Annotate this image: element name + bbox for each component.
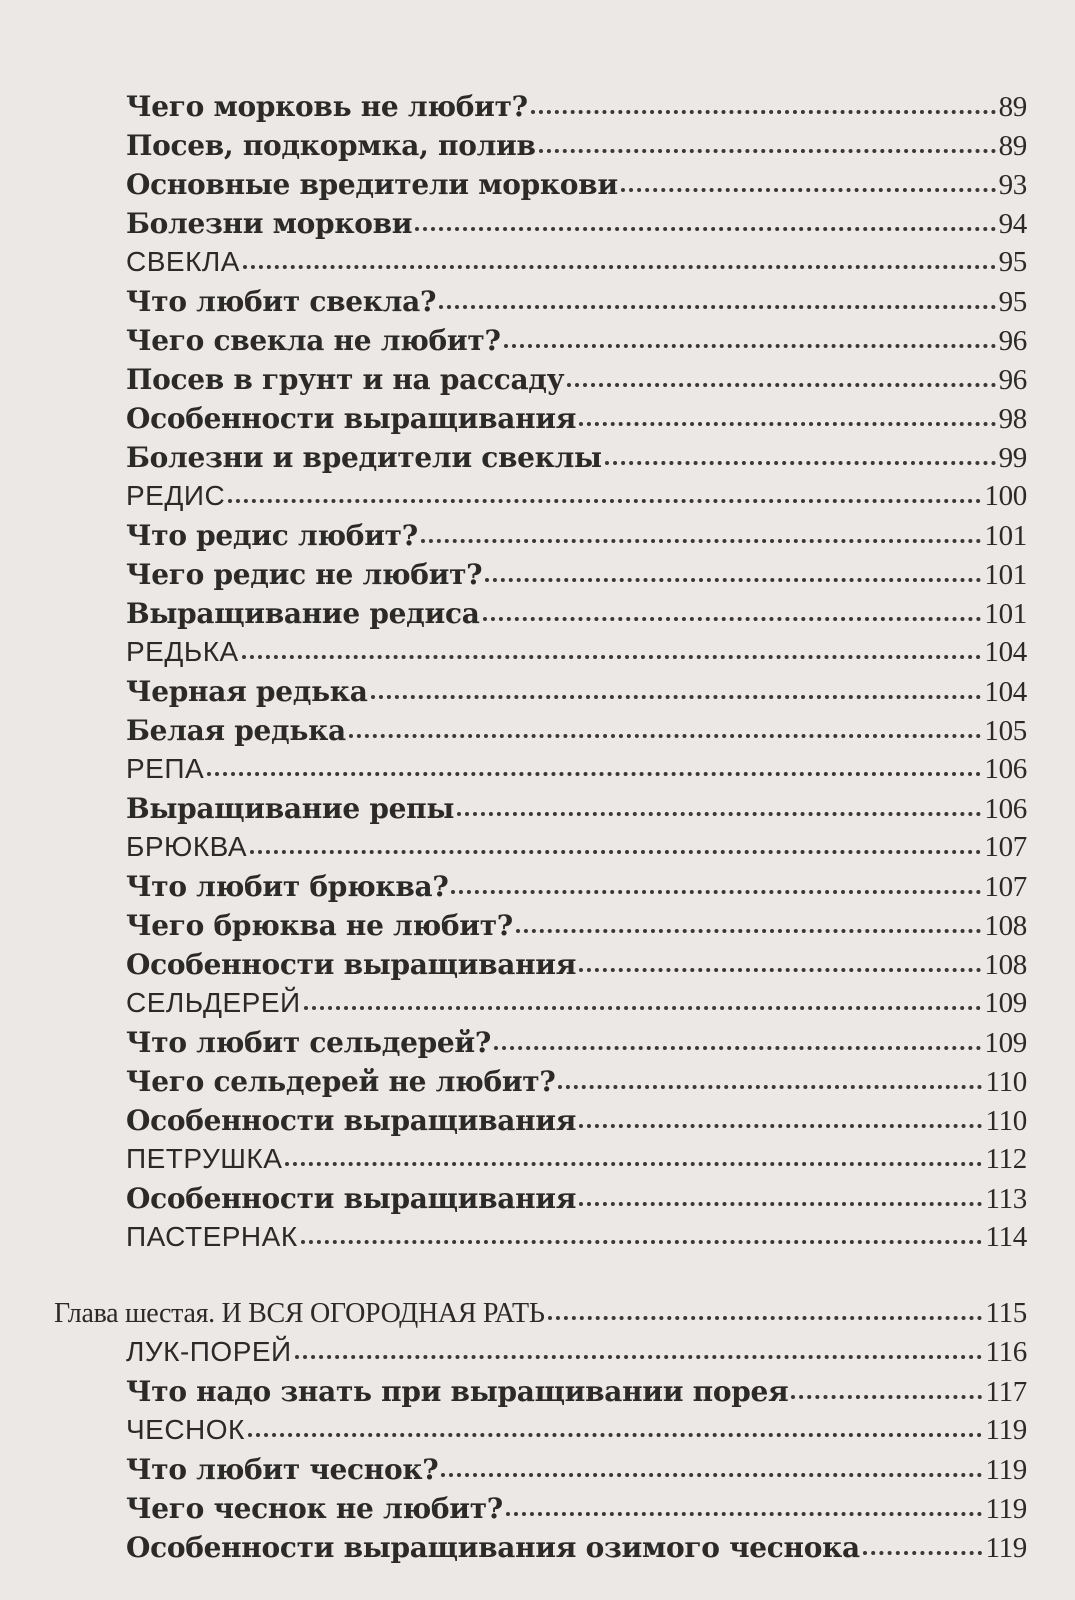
toc-entry [126, 285, 1027, 324]
toc-entry [126, 948, 1027, 987]
dot-leader [451, 890, 981, 894]
dot-leader [248, 1433, 983, 1437]
toc-entry [126, 1104, 1027, 1143]
dot-leader [539, 149, 996, 153]
toc-entry [126, 675, 1027, 714]
toc-page-number: 100 [984, 480, 1027, 512]
toc-entry-title: РЕДИС [126, 480, 226, 511]
toc-page-number: 104 [984, 676, 1027, 708]
toc-entry [126, 441, 1027, 480]
dot-leader [415, 227, 995, 231]
dot-leader [228, 499, 981, 503]
dot-leader [207, 772, 981, 776]
dot-leader [605, 461, 996, 465]
dot-leader [621, 188, 996, 192]
toc-entry-title: Особенности выращивания [126, 1104, 577, 1137]
toc-entry-title: Особенности выращивания [126, 1182, 577, 1215]
toc-entry-title: Что любит сельдерей? [126, 1026, 491, 1059]
toc-entry [126, 909, 1027, 948]
toc-page-number: 113 [985, 1183, 1027, 1215]
dot-leader [304, 1006, 982, 1010]
toc-page-number: 117 [985, 1376, 1027, 1408]
toc-entry-title: СВЕКЛА [126, 246, 240, 277]
toc-page-number: 104 [984, 636, 1027, 668]
toc-entry [126, 1065, 1027, 1104]
toc-entry-title: Болезни моркови [126, 207, 413, 240]
toc-section-entry [126, 636, 1027, 675]
toc-entry-title: Что редис любит? [126, 519, 418, 552]
toc-page-number: 99 [998, 442, 1027, 474]
toc-page-number: 119 [985, 1414, 1027, 1446]
toc-entry-title: Чего брюква не любит? [126, 909, 513, 942]
toc-chapter-entry [54, 1297, 1027, 1336]
toc-section-entry [126, 246, 1027, 285]
dot-leader [531, 110, 996, 114]
toc-entry-title: ЧЕСНОК [126, 1414, 245, 1445]
toc-page-number: 110 [985, 1066, 1027, 1098]
dot-leader [295, 1355, 983, 1359]
toc-page-number: 95 [998, 246, 1027, 278]
toc-entry [126, 402, 1027, 441]
toc-entry [126, 207, 1027, 246]
toc-page-number: 107 [984, 831, 1027, 863]
toc-page-number: 89 [998, 91, 1027, 123]
toc-entry-title: ЛУК-ПОРЕЙ [126, 1336, 292, 1367]
dot-leader [506, 1512, 983, 1516]
dot-leader [243, 265, 996, 269]
toc-page-number: 106 [984, 793, 1027, 825]
toc-entry [126, 1026, 1027, 1065]
toc-page-number: 101 [984, 520, 1027, 552]
toc-page-number: 96 [998, 325, 1027, 357]
dot-leader [250, 850, 981, 854]
toc-page-number: 94 [998, 208, 1027, 240]
toc-section-entry [126, 1336, 1027, 1375]
dot-leader [242, 655, 982, 659]
dot-leader [579, 422, 995, 426]
toc-page-number: 115 [985, 1297, 1027, 1329]
toc-entry-title: Белая редька [126, 714, 346, 747]
toc-entry [126, 324, 1027, 363]
toc-entry-title: Особенности выращивания озимого чеснока [126, 1531, 860, 1564]
toc-section-entry [126, 1414, 1027, 1453]
dot-leader [285, 1162, 982, 1166]
toc-page-number: 119 [985, 1532, 1027, 1564]
toc-entry-title: Черная редька [126, 675, 368, 708]
toc-entry-title: РЕПА [126, 753, 205, 784]
toc-section-entry [126, 480, 1027, 519]
toc-entry [126, 129, 1027, 168]
dot-leader [504, 344, 996, 348]
toc-page-number: 108 [984, 910, 1027, 942]
dot-leader [441, 1473, 982, 1477]
dot-leader [349, 734, 982, 738]
dot-leader [494, 1046, 981, 1050]
dot-leader [439, 305, 996, 309]
dot-leader [301, 1240, 983, 1244]
dot-leader [371, 695, 982, 699]
toc-entry-title: БРЮКВА [126, 831, 248, 862]
toc-entry [126, 1182, 1027, 1221]
toc-page-number: 119 [985, 1493, 1027, 1525]
toc-entry [126, 597, 1027, 636]
toc-entry-title: Чего чеснок не любит? [126, 1492, 503, 1525]
toc-page-number: 109 [984, 1027, 1027, 1059]
toc-entry-title: ПЕТРУШКА [126, 1143, 283, 1174]
toc-entry [126, 870, 1027, 909]
dot-leader [558, 1085, 982, 1089]
toc-entry [126, 1453, 1027, 1492]
toc-section-entry [126, 1221, 1027, 1260]
toc-page-number: 108 [984, 949, 1027, 981]
toc-entry-title: Что любит брюква? [126, 870, 449, 903]
toc-entry-title: Что любит свекла? [126, 285, 437, 318]
dot-leader [579, 1202, 982, 1206]
toc-page-number: 110 [985, 1105, 1027, 1137]
toc-entry-title: Глава шестая. И ВСЯ ОГОРОДНАЯ РАТЬ [54, 1298, 545, 1329]
toc-entry-title: ПАСТЕРНАК [126, 1221, 298, 1252]
toc-page-number: 109 [984, 987, 1027, 1019]
toc-page-number: 106 [984, 753, 1027, 785]
toc-entry [126, 714, 1027, 753]
toc-entry-title: Особенности выращивания [126, 948, 577, 981]
dot-leader [567, 383, 995, 387]
toc-section-entry [126, 987, 1027, 1026]
toc-page-number: 101 [984, 598, 1027, 630]
toc-entry-title: Особенности выращивания [126, 402, 577, 435]
toc-section-entry [126, 1143, 1027, 1182]
toc-entry-title: СЕЛЬДЕРЕЙ [126, 987, 301, 1018]
toc-entry-title: Основные вредители моркови [126, 168, 618, 201]
dot-leader [579, 968, 981, 972]
dot-leader [579, 1124, 982, 1128]
toc-entry [126, 792, 1027, 831]
toc-page-number: 89 [998, 130, 1027, 162]
toc-section-entry [126, 753, 1027, 792]
toc-entry [126, 90, 1027, 129]
toc-entry-title: Чего редис не любит? [126, 558, 483, 591]
toc-entry [126, 1531, 1027, 1570]
toc-page-number: 112 [985, 1143, 1027, 1175]
dot-leader [516, 929, 981, 933]
dot-leader [457, 812, 981, 816]
toc-entry [126, 1492, 1027, 1531]
toc-entry-title: Что надо знать при выращивании порея [126, 1375, 789, 1408]
dot-leader [483, 617, 982, 621]
toc-entry [126, 519, 1027, 558]
toc-section-entry [126, 831, 1027, 870]
toc-entry [126, 168, 1027, 207]
toc-page-number: 98 [998, 403, 1027, 435]
toc-page-number: 101 [984, 559, 1027, 591]
dot-leader [791, 1395, 982, 1399]
toc-page-number: 105 [984, 715, 1027, 747]
toc-entry [126, 558, 1027, 597]
toc-entry-title: Выращивание репы [126, 792, 455, 825]
toc-entry-title: Посев в грунт и на рассаду [126, 363, 565, 396]
dot-leader [421, 539, 982, 543]
toc-entry-title: РЕДЬКА [126, 636, 239, 667]
dot-leader [548, 1316, 983, 1320]
toc-page-number: 93 [998, 169, 1027, 201]
toc-entry-title: Выращивание редиса [126, 597, 480, 630]
toc-entry-title: Болезни и вредители свеклы [126, 441, 602, 474]
dot-leader [863, 1551, 983, 1555]
toc-entry-title: Посев, подкормка, полив [126, 129, 536, 162]
toc-entry [126, 1375, 1027, 1414]
toc-entry-title: Что любит чеснок? [126, 1453, 439, 1486]
toc-entry-title: Чего свекла не любит? [126, 324, 501, 357]
toc-page-number: 95 [998, 286, 1027, 318]
toc-entry-title: Чего морковь не любит? [126, 90, 528, 123]
toc-page-number: 114 [985, 1221, 1027, 1253]
dot-leader [485, 578, 981, 582]
toc-page-number: 107 [984, 871, 1027, 903]
toc-page-number: 96 [998, 364, 1027, 396]
toc-page-number: 119 [985, 1454, 1027, 1486]
toc-entry [126, 363, 1027, 402]
toc-entry-title: Чего сельдерей не любит? [126, 1065, 556, 1098]
toc-page-number: 116 [985, 1336, 1027, 1368]
